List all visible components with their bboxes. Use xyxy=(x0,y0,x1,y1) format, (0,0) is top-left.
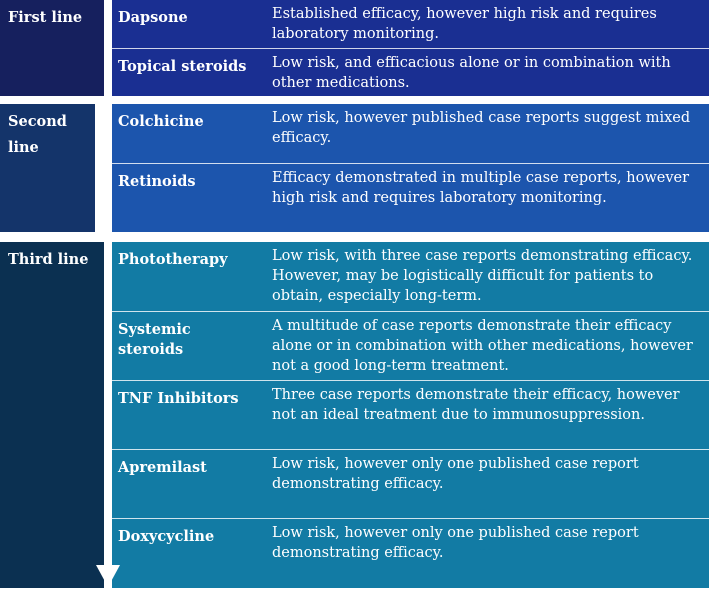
drug-description: Low risk, with three case reports demonstrating efficacy. However, may be logistically difficult for patients to obtain, especially long-term. xyxy=(272,248,693,304)
drug-name: Colchicine xyxy=(118,113,204,130)
drug-description: Low risk, however only one published case report demonstrating efficacy. xyxy=(272,456,639,492)
treatment-row xyxy=(112,380,709,450)
drug-description: Low risk, however only one published case report demonstrating efficacy. xyxy=(272,525,639,561)
drug-name: Retinoids xyxy=(118,173,196,190)
drug-description: Low risk, however published case reports suggest mixed efficacy. xyxy=(272,110,691,146)
treatment-row xyxy=(112,163,709,233)
tier-rows xyxy=(112,242,709,588)
treatment-row xyxy=(112,242,709,311)
drug-description: Low risk, and efficacious alone or in combination with other medications. xyxy=(272,55,671,91)
tier-label: Second line xyxy=(0,104,95,232)
tier-rows xyxy=(112,0,709,96)
drug-description: Established efficacy, however high risk and requires laboratory monitoring. xyxy=(272,6,657,42)
drug-description: Three case reports demonstrate their efficacy, however not an ideal treatment due to immunosuppression. xyxy=(272,387,680,423)
drug-name: Phototherapy xyxy=(118,251,228,268)
treatment-row xyxy=(112,449,709,519)
drug-name: Topical steroids xyxy=(118,58,247,75)
treatment-row xyxy=(112,104,709,163)
tier-label: First line xyxy=(0,0,104,96)
treatment-row xyxy=(112,48,709,97)
drug-name: Apremilast xyxy=(118,459,207,476)
tier-label: Third line xyxy=(0,242,104,588)
drug-name: TNF Inhibitors xyxy=(118,390,239,407)
treatment-row xyxy=(112,518,709,589)
drug-name: Systemic steroids xyxy=(118,321,191,358)
drug-name: Dapsone xyxy=(118,9,188,26)
tier-rows xyxy=(112,104,709,232)
treatment-row xyxy=(112,311,709,381)
drug-description: A multitude of case reports demonstrate their efficacy alone or in combination with other medications, however not a good long-term treatment. xyxy=(272,318,693,374)
treatment-row xyxy=(112,0,709,48)
drug-name: Doxycycline xyxy=(118,528,215,545)
drug-description: Efficacy demonstrated in multiple case reports, however high risk and requires laboratory monitoring. xyxy=(272,170,690,206)
down-arrow-icon xyxy=(96,565,120,587)
treatment-progression-arrow-shaft xyxy=(105,0,107,568)
